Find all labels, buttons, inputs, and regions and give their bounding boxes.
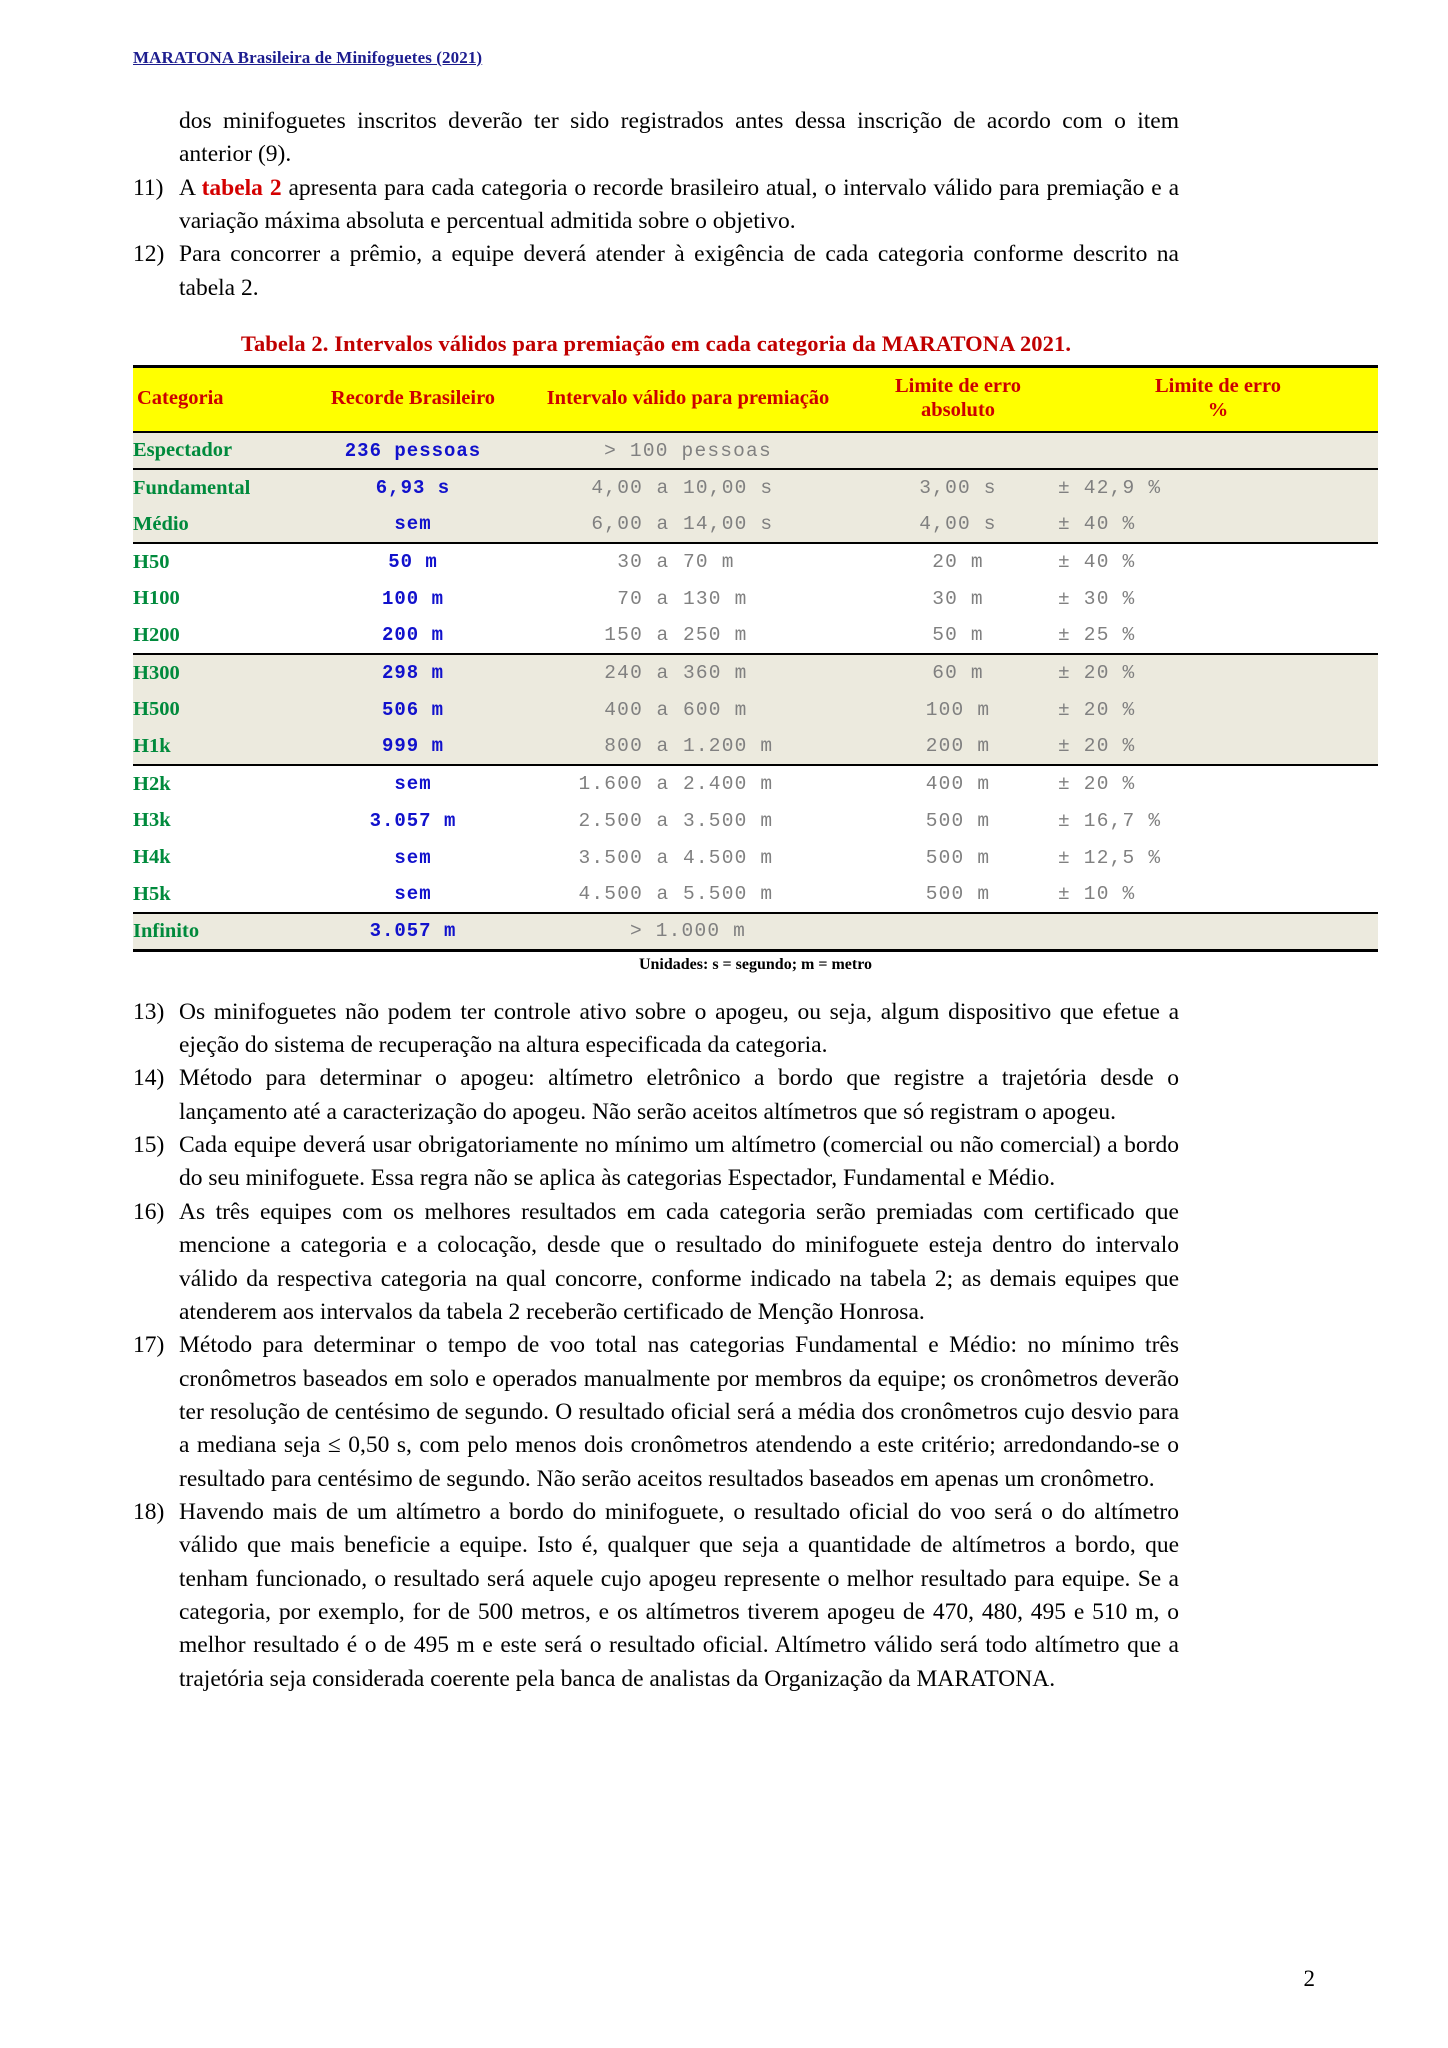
table-row (133, 654, 1378, 691)
cell-limite-absoluto (858, 432, 1058, 469)
clause-text: Método para determinar o apogeu: altímetro eletrônico a bordo que registre a trajetória desde o lançamento até a caracterização do apogeu. Não serão aceitos altímetros que só registram o apogeu. (179, 1065, 1179, 1125)
cell-categoria: H300 (133, 654, 308, 691)
column-header-categoria: Categoria (133, 367, 308, 433)
cell-limite-absoluto: 4,00 s (858, 506, 1058, 543)
cell-limite-percentual: ± 20 % (1058, 728, 1378, 765)
clause-item (133, 1129, 1179, 1196)
clause-text: Método para determinar o tempo de voo total nas categorias Fundamental e Médio: no mínimo três cronômetros baseados em solo e operados manualmente por membros da equipe; os cronômetros deverão ter resolução de centésimo de segundo. O resultado oficial será a média dos cronômetros cujo desvio para a mediana seja ≤ 0,50 s, com pelo menos dois cronômetros atendendo a este critério; arredondando-se o resultado para centésimo de segundo. Não serão aceitos resultados baseados em apenas um cronômetro. (179, 1332, 1179, 1492)
cell-categoria: Infinito (133, 913, 308, 950)
cell-intervalo-conector: a (643, 654, 683, 691)
cell-intervalo-inferior: 6,00 (518, 506, 643, 543)
cell-intervalo-conector: a (643, 765, 683, 802)
clause-text: Havendo mais de um altímetro a bordo do minifoguete, o resultado oficial do voo será o do altímetro válido que mais beneficie a equipe. Isto é, qualquer que seja a quantidade de altímetros a bordo, que tenham funcionado, o resultado será aquele cujo apogeu represente o melhor resultado para equipe. Se a categoria, por exemplo, for de 500 metros, e os altímetros tiverem apogeu de 470, 480, 495 e 510 m, o melhor resultado é o de 495 m e este será o resultado oficial. Altímetro válido será todo altímetro que a trajetória seja considerada coerente pela banca de analistas da Organização da MARATONA. (179, 1499, 1179, 1692)
cell-recorde: sem (308, 765, 518, 802)
cell-recorde: 3.057 m (308, 802, 518, 839)
continued-paragraph: dos minifoguetes inscritos deverão ter sido registrados antes dessa inscrição de acordo com o item anterior (9). (179, 108, 1179, 168)
cell-categoria: H3k (133, 802, 308, 839)
cell-intervalo-inferior: 2.500 (518, 802, 643, 839)
cell-recorde: sem (308, 876, 518, 913)
page-number: 2 (1303, 1966, 1315, 1991)
clause-number: 16) (133, 1198, 165, 1225)
cell-intervalo-span: > 100 pessoas (518, 432, 858, 469)
cell-categoria: H50 (133, 543, 308, 580)
cell-intervalo-inferior: 3.500 (518, 839, 643, 876)
cell-intervalo-conector: a (643, 506, 683, 543)
column-header-limite-absoluto (858, 367, 1058, 433)
cell-categoria: H200 (133, 617, 308, 654)
cell-recorde: 100 m (308, 580, 518, 617)
cell-limite-percentual: ± 20 % (1058, 765, 1378, 802)
cell-categoria: Espectador (133, 432, 308, 469)
cell-intervalo-conector: a (643, 802, 683, 839)
cell-intervalo-superior: 3.500 m (683, 802, 858, 839)
limite-pct-line1: Limite de erro (1155, 375, 1281, 398)
cell-intervalo-conector: a (643, 876, 683, 913)
table-row (133, 617, 1378, 654)
cell-limite-percentual: ± 42,9 % (1058, 469, 1378, 506)
table-row (133, 469, 1378, 506)
clause-number: 17) (133, 1332, 165, 1359)
clause-number: 14) (133, 1065, 165, 1092)
cell-limite-absoluto (858, 913, 1058, 950)
cell-categoria: H4k (133, 839, 308, 876)
cell-categoria: H500 (133, 691, 308, 728)
item-11-post: apresenta para cada categoria o recorde brasileiro atual, o intervalo válido para premiação e a variação máxima absoluta e percentual admitida sobre o objetivo. (179, 174, 1180, 235)
clause-list (133, 996, 1179, 1697)
table-row (133, 728, 1378, 765)
clause-number: 18) (133, 1499, 165, 1526)
cell-limite-percentual: ± 30 % (1058, 580, 1378, 617)
clause-text: As três equipes com os melhores resultados em cada categoria serão premiadas com certificado que mencione a categoria e a colocação, desde que o resultado do minifoguete esteja dentro do intervalo válido da respectiva categoria na qual concorre, conforme indicado na tabela 2; as demais equipes que atenderem aos intervalos da tabela 2 receberão certificado de Menção Honrosa. (179, 1198, 1179, 1325)
cell-recorde: sem (308, 506, 518, 543)
cell-intervalo-superior: 14,00 s (683, 506, 858, 543)
cell-intervalo-superior: 130 m (683, 580, 858, 617)
cell-limite-percentual (1058, 432, 1378, 469)
cell-categoria: H1k (133, 728, 308, 765)
table-header-row (133, 367, 1378, 433)
cell-categoria: Médio (133, 506, 308, 543)
cell-intervalo-inferior: 400 (518, 691, 643, 728)
cell-intervalo-inferior: 1.600 (518, 765, 643, 802)
table-container (133, 365, 1378, 974)
cell-intervalo-inferior: 150 (518, 617, 643, 654)
cell-intervalo-superior: 5.500 m (683, 876, 858, 913)
list-item-11-text (179, 172, 1179, 239)
list-item-12-text: Para concorrer a prêmio, a equipe deverá atender à exigência de cada categoria conforme descrito na tabela 2. (179, 241, 1179, 301)
list-number-11: 11) (133, 174, 164, 201)
cell-recorde: 999 m (308, 728, 518, 765)
clause-text: Os minifoguetes não podem ter controle ativo sobre o apogeu, ou seja, algum dispositivo que efetue a ejeção do sistema de recuperação na altura especificada da categoria. (179, 998, 1179, 1059)
cell-limite-absoluto: 400 m (858, 765, 1058, 802)
cell-recorde: 50 m (308, 543, 518, 580)
cell-limite-percentual: ± 12,5 % (1058, 839, 1378, 876)
cell-intervalo-conector: a (643, 543, 683, 580)
cell-categoria: H2k (133, 765, 308, 802)
cell-intervalo-superior: 10,00 s (683, 469, 858, 506)
table-row (133, 765, 1378, 802)
clause-number: 15) (133, 1132, 165, 1159)
document-content (133, 105, 1281, 1696)
cell-limite-absoluto: 3,00 s (858, 469, 1058, 506)
cell-intervalo-conector: a (643, 691, 683, 728)
cell-recorde: 3.057 m (308, 913, 518, 950)
table-row (133, 432, 1378, 469)
tabela-2-emphasis: tabela 2 (201, 174, 282, 201)
cell-limite-absoluto: 500 m (858, 802, 1058, 839)
list-item-12 (133, 238, 1179, 305)
cell-intervalo-conector: a (643, 728, 683, 765)
table-body (133, 432, 1378, 950)
clause-item (133, 1196, 1179, 1329)
clause-number: 13) (133, 998, 165, 1025)
cell-limite-percentual: ± 40 % (1058, 506, 1378, 543)
cell-limite-percentual (1058, 913, 1378, 950)
cell-limite-percentual: ± 20 % (1058, 691, 1378, 728)
cell-recorde: 506 m (308, 691, 518, 728)
cell-categoria: Fundamental (133, 469, 308, 506)
cell-intervalo-span: > 1.000 m (518, 913, 858, 950)
cell-intervalo-conector: a (643, 469, 683, 506)
item-11-pre: A (179, 174, 202, 201)
table-row (133, 580, 1378, 617)
clause-text: Cada equipe deverá usar obrigatoriamente no mínimo um altímetro (comercial ou não comercial) a bordo do seu minifoguete. Essa regra não se aplica às categorias Espectador, Fundamental e Médio. (179, 1132, 1179, 1192)
cell-recorde: 298 m (308, 654, 518, 691)
cell-limite-percentual: ± 20 % (1058, 654, 1378, 691)
cell-limite-absoluto: 500 m (858, 876, 1058, 913)
cell-limite-absoluto: 500 m (858, 839, 1058, 876)
cell-intervalo-superior: 2.400 m (683, 765, 858, 802)
premiacao-table (133, 365, 1378, 952)
cell-intervalo-superior: 4.500 m (683, 839, 858, 876)
cell-intervalo-inferior: 800 (518, 728, 643, 765)
cell-limite-absoluto: 50 m (858, 617, 1058, 654)
cell-limite-absoluto: 60 m (858, 654, 1058, 691)
cell-recorde: 200 m (308, 617, 518, 654)
cell-intervalo-superior: 360 m (683, 654, 858, 691)
column-header-recorde: Recorde Brasileiro (308, 367, 518, 433)
clause-item (133, 1062, 1179, 1129)
table-row (133, 876, 1378, 913)
cell-limite-absoluto: 100 m (858, 691, 1058, 728)
cell-recorde: sem (308, 839, 518, 876)
table-row (133, 691, 1378, 728)
clause-item (133, 1496, 1179, 1696)
cell-recorde: 6,93 s (308, 469, 518, 506)
column-header-limite-percentual (1058, 367, 1378, 433)
table-row (133, 839, 1378, 876)
cell-limite-absoluto: 20 m (858, 543, 1058, 580)
running-header: MARATONA Brasileira de Minifoguetes (2021) (133, 48, 483, 67)
cell-intervalo-superior: 1.200 m (683, 728, 858, 765)
clause-item (133, 996, 1179, 1063)
cell-limite-percentual: ± 16,7 % (1058, 802, 1378, 839)
cell-intervalo-conector: a (643, 839, 683, 876)
list-number-12: 12) (133, 241, 165, 268)
table-footnote: Unidades: s = segundo; m = metro (638, 955, 873, 973)
cell-intervalo-inferior: 4.500 (518, 876, 643, 913)
cell-intervalo-superior: 250 m (683, 617, 858, 654)
limite-pct-line2: % (1207, 399, 1229, 422)
cell-intervalo-conector: a (643, 617, 683, 654)
cell-categoria: H5k (133, 876, 308, 913)
cell-categoria: H100 (133, 580, 308, 617)
table-row (133, 543, 1378, 580)
table-row (133, 506, 1378, 543)
list-item-11 (133, 172, 1179, 239)
cell-intervalo-inferior: 4,00 (518, 469, 643, 506)
table-head (133, 367, 1378, 433)
clause-item (133, 1329, 1179, 1496)
table-caption: Tabela 2. Intervalos válidos para premiação em cada categoria da MARATONA 2021. (240, 331, 1072, 357)
cell-intervalo-superior: 70 m (683, 543, 858, 580)
cell-limite-absoluto: 200 m (858, 728, 1058, 765)
cell-limite-percentual: ± 10 % (1058, 876, 1378, 913)
table-row (133, 913, 1378, 950)
cell-limite-absoluto: 30 m (858, 580, 1058, 617)
cell-limite-percentual: ± 25 % (1058, 617, 1378, 654)
cell-intervalo-inferior: 30 (518, 543, 643, 580)
cell-limite-percentual: ± 40 % (1058, 543, 1378, 580)
cell-intervalo-superior: 600 m (683, 691, 858, 728)
cell-intervalo-inferior: 240 (518, 654, 643, 691)
column-header-intervalo: Intervalo válido para premiação (518, 367, 858, 433)
cell-intervalo-inferior: 70 (518, 580, 643, 617)
limite-abs-line1: Limite de erro (895, 375, 1021, 398)
limite-abs-line2: absoluto (920, 399, 996, 422)
cell-recorde: 236 pessoas (308, 432, 518, 469)
cell-intervalo-conector: a (643, 580, 683, 617)
table-row (133, 802, 1378, 839)
